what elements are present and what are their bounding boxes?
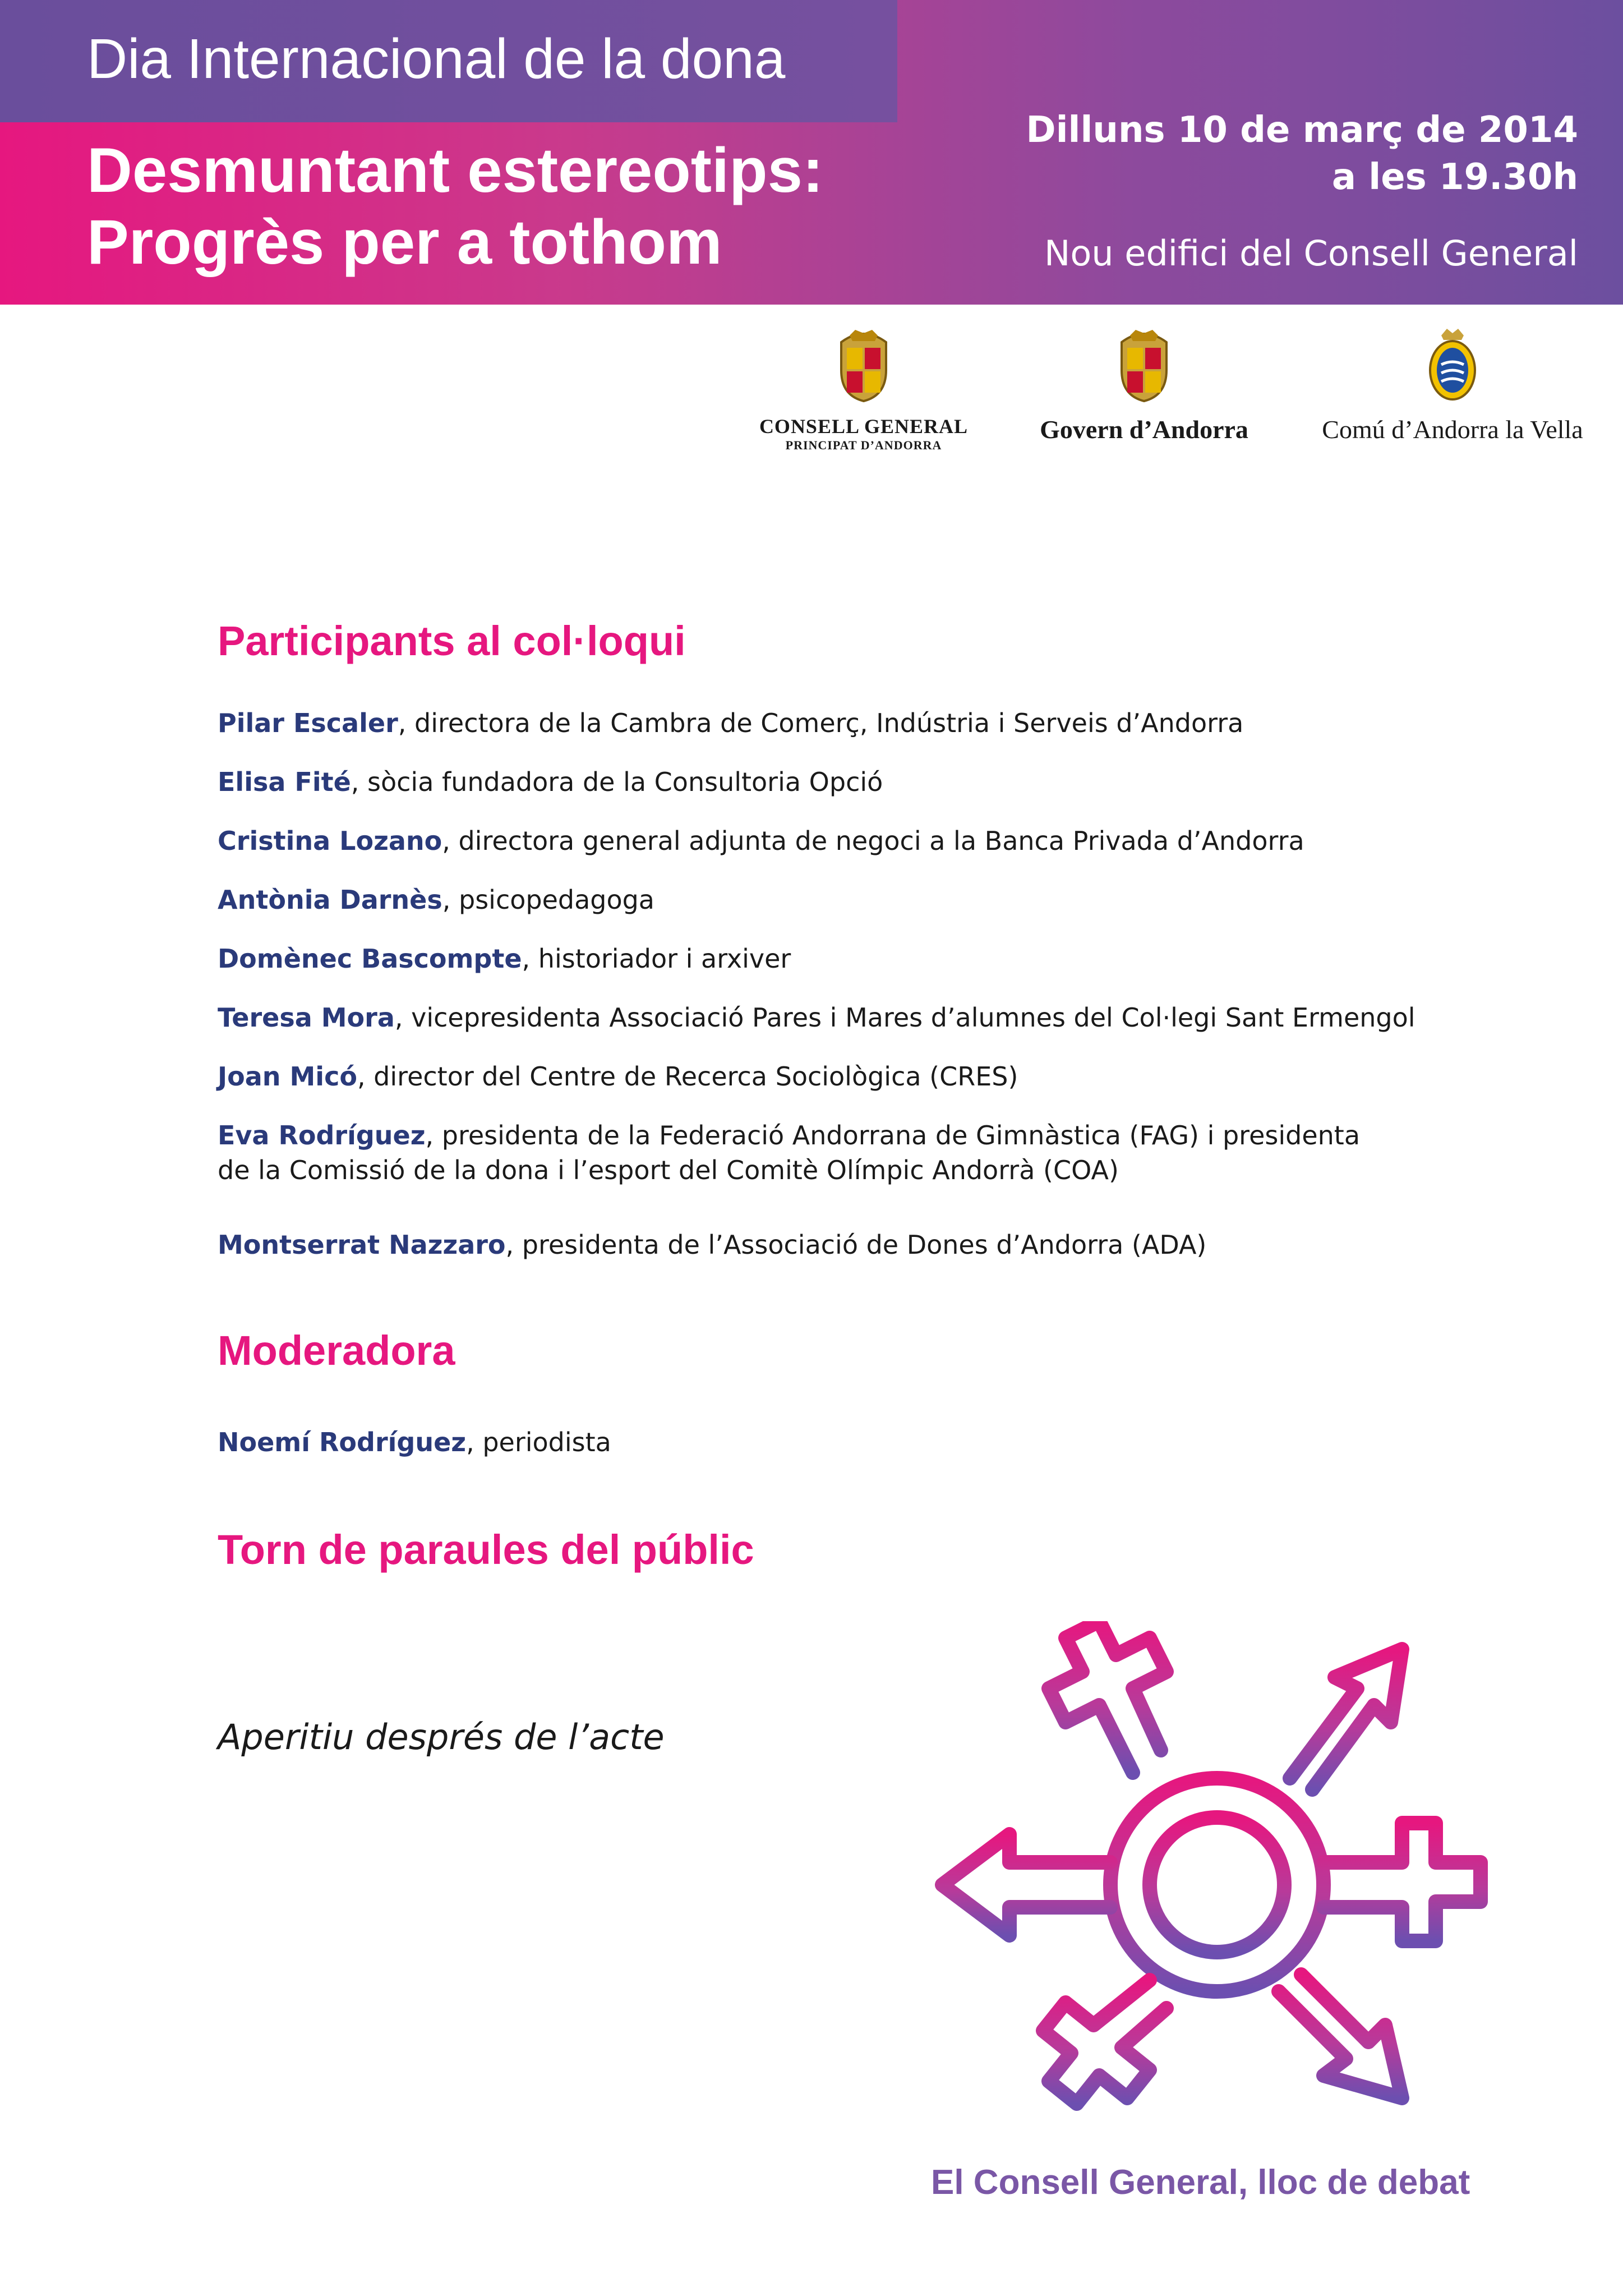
participant-row bbox=[218, 941, 791, 976]
participant-row bbox=[218, 882, 654, 917]
govern-name: Govern d’Andorra bbox=[1040, 415, 1248, 444]
participant-row bbox=[218, 706, 1243, 740]
participant-name: Antònia Darnès bbox=[218, 885, 442, 915]
participant-name: Eva Rodríguez bbox=[218, 1120, 426, 1151]
comu-logo bbox=[1307, 325, 1598, 444]
event-venue: Nou edifici del Consell General bbox=[1044, 233, 1578, 274]
participant-name: Cristina Lozano bbox=[218, 826, 442, 856]
participant-role: , presidenta de l’Associació de Dones d’Andorra (ADA) bbox=[505, 1230, 1207, 1260]
participant-role: , psicopedagoga bbox=[442, 885, 654, 915]
aperitiu-note: Aperitiu després de l’acte bbox=[218, 1717, 665, 1757]
participant-role: , presidenta de la Federació Andorrana de Gimnàstica (FAG) i presidenta bbox=[425, 1120, 1361, 1151]
andorra-shield-icon bbox=[1110, 325, 1178, 404]
participant-role-continued: de la Comissió de la dona i l’esport del Comitè Olímpic Andorrà (COA) bbox=[218, 1155, 1119, 1185]
event-subtitle bbox=[87, 135, 823, 278]
consell-general-name: CONSELL GENERAL bbox=[759, 415, 969, 438]
govern-logo bbox=[1032, 325, 1256, 444]
participant-name: Joan Micó bbox=[218, 1061, 357, 1092]
participant-role: , sòcia fundadora de la Consultoria Opció bbox=[351, 767, 883, 797]
participant-name: Domènec Bascompte bbox=[218, 944, 522, 974]
consell-general-logo bbox=[751, 325, 976, 453]
moderadora-title: Moderadora bbox=[218, 1327, 455, 1374]
participant-role: , directora general adjunta de negoci a la Banca Privada d’Andorra bbox=[442, 826, 1304, 856]
participant-role: , historiador i arxiver bbox=[522, 944, 791, 974]
date-line-2: a les 19.30h bbox=[1331, 157, 1578, 198]
participant-name: Montserrat Nazzaro bbox=[218, 1230, 506, 1260]
participant-name: Elisa Fité bbox=[218, 767, 351, 797]
participant-row bbox=[218, 1118, 1360, 1188]
consell-general-subtitle: PRINCIPAT D’ANDORRA bbox=[785, 438, 942, 452]
event-date bbox=[1026, 107, 1578, 201]
participant-row bbox=[218, 1000, 1415, 1035]
header-banner bbox=[0, 0, 1623, 305]
footer-slogan: El Consell General, lloc de debat bbox=[931, 2163, 1470, 2202]
participant-role: , vicepresidenta Associació Pares i Mares d’alumnes del Col·legi Sant Ermengol bbox=[394, 1002, 1415, 1033]
event-title: Dia Internacional de la dona bbox=[87, 27, 786, 90]
subtitle-line-2: Progrès per a tothom bbox=[87, 207, 722, 277]
moderadora-row bbox=[218, 1425, 611, 1460]
participant-row bbox=[218, 765, 883, 799]
date-line-1: Dilluns 10 de març de 2014 bbox=[1026, 109, 1578, 151]
participant-name: Teresa Mora bbox=[218, 1002, 395, 1033]
gender-symbols-emblem-icon bbox=[909, 1621, 1525, 2148]
participant-row bbox=[218, 1059, 1018, 1094]
torn-title: Torn de paraules del públic bbox=[218, 1526, 754, 1573]
subtitle-line-1: Desmuntant estereotips: bbox=[87, 135, 824, 205]
moderadora-name: Noemí Rodríguez bbox=[218, 1427, 467, 1457]
andorra-la-vella-shield-icon bbox=[1424, 325, 1481, 404]
participant-role: , director del Centre de Recerca Sociològica (CRES) bbox=[357, 1061, 1018, 1092]
participant-row bbox=[218, 1227, 1206, 1262]
participant-role: , directora de la Cambra de Comerç, Indústria i Serveis d’Andorra bbox=[398, 708, 1244, 738]
comu-name: Comú d’Andorra la Vella bbox=[1322, 415, 1583, 444]
participant-name: Pilar Escaler bbox=[218, 708, 398, 738]
participant-row bbox=[218, 823, 1304, 858]
participants-title: Participants al col·loqui bbox=[218, 618, 686, 664]
andorra-shield-icon bbox=[830, 325, 897, 404]
moderadora-role: , periodista bbox=[466, 1427, 611, 1457]
